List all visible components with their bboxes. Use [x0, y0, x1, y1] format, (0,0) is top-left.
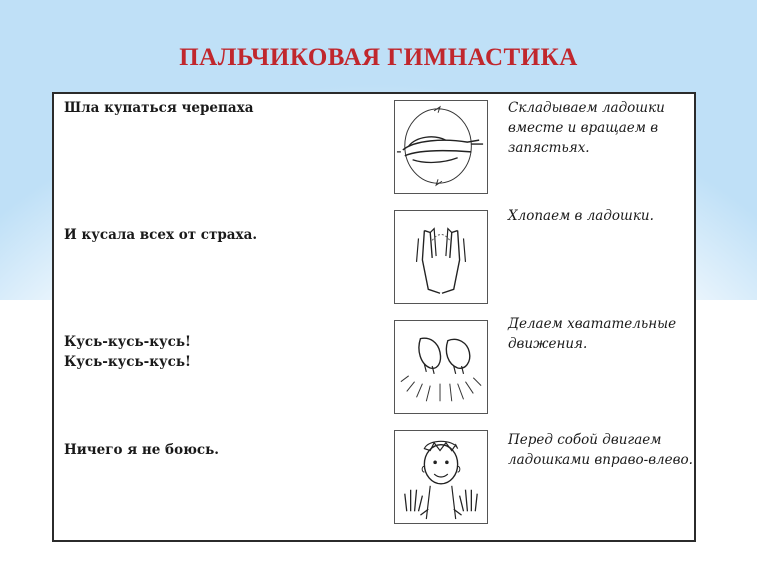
verse-line: Кусь-кусь-кусь! Кусь-кусь-кусь! [64, 334, 191, 370]
verse-line: И кусала всех от страха. [64, 227, 258, 243]
hands-clapping-icon [394, 210, 488, 304]
instruction-text: Перед собой двигаем ладошками вправо-влево. [508, 432, 693, 468]
boy-waving-hands-icon [394, 430, 488, 524]
instruction-text: Складываем ладошки вместе и вращаем в запястьях. [508, 100, 665, 156]
page-title: ПАЛЬЧИКОВАЯ ГИМНАСТИКА [179, 44, 578, 71]
instruction-text: Делаем хватательные движения. [508, 316, 677, 352]
exercise-table [52, 92, 696, 542]
hands-folded-rotating-icon [394, 100, 488, 194]
verse-line: Шла купаться черепаха [64, 100, 254, 116]
hands-grasping-icon [394, 320, 488, 414]
verse-line: Ничего я не боюсь. [64, 442, 219, 458]
instruction-text: Хлопаем в ладошки. [508, 208, 654, 224]
